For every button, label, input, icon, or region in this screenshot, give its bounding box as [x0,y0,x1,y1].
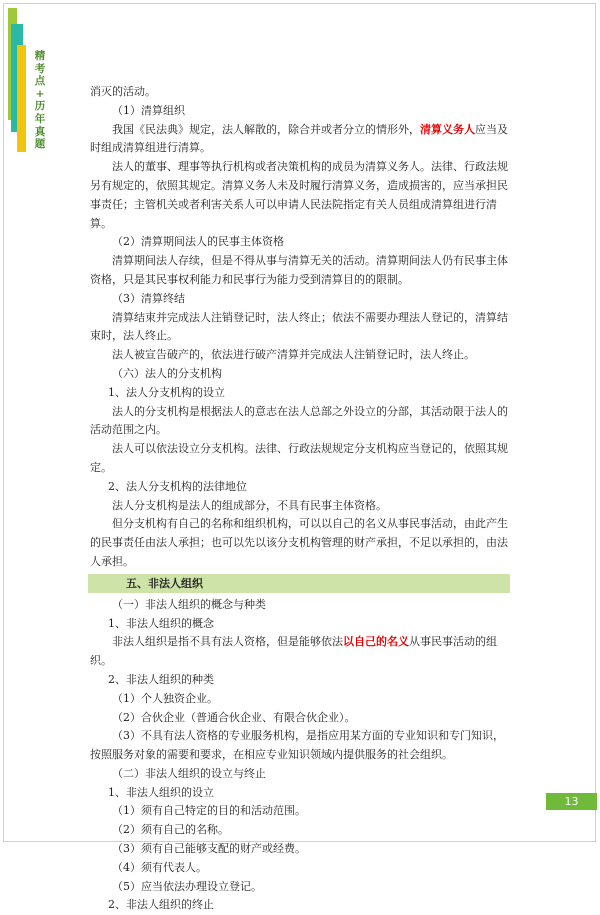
side-char: 点 [34,75,46,88]
highlight-text: 清算义务人 [420,122,475,136]
heading-setup: 1、非法人组织的设立 [108,785,214,799]
paragraph: 但分支机构有自己的名称和组织机构，可以以自己的名义从事民事活动，由此产生的民事责任由法人承担；也可以先以该分支机构管理的财产承担，不足以承担的，由法人承担。 [90,517,508,568]
side-char: 精 [34,50,46,62]
side-char: 历 [34,100,46,113]
list-item: （1）个人独资企业。 [112,691,218,705]
heading-types: 2、非法人组织的种类 [108,672,214,686]
list-item: （4）须有代表人。 [112,860,207,874]
text-run: 非法人组织是指不具有法人资格，但是能够依法 [112,635,343,649]
highlight-text: 以自己的名义 [343,635,409,649]
heading-setup-end: （二）非法人组织的设立与终止 [112,766,266,780]
text-run: 我国《民法典》规定，法人解散的，除合并或者分立的情形外， [112,122,420,136]
paragraph [90,121,510,159]
side-char: 年 [34,112,46,125]
paragraph: 清算结束并完成法人注销登记时，法人终止；依法不需要办理法人登记的，清算结束时，法人终止。 [90,310,508,343]
heading-clearing-period: （2）清算期间法人的民事主体资格 [112,235,284,249]
list-item: （5）应当依法办理设立登记。 [112,879,262,893]
side-label [33,50,47,151]
list-item: （2）须有自己的名称。 [112,823,229,837]
list-item: （3）不具有法人资格的专业服务机构，是指应用某方面的专业知识和专门知识，按照服务对象的需要和要求，在相应专业知识领域内提供服务的社会组织。 [90,729,504,762]
heading-branch-status: 2、法人分支机构的法律地位 [108,479,247,493]
text-run: 从事民事活动的组织。 [90,635,497,668]
list-item: （2）合伙企业（普通合伙企业、有限合伙企业）。 [112,710,356,724]
side-char: 题 [34,138,46,151]
heading-branch-setup: 1、法人分支机构的设立 [108,385,225,399]
decor-bar-yellow [17,45,26,152]
paragraph: 法人被宣告破产的，依法进行破产清算并完成法人注销登记时，法人终止。 [112,348,475,362]
section-header [88,574,510,593]
paragraph: 法人的分支机构是根据法人的意志在法人总部之外设立的分部，其活动限于法人的活动范围之内。 [90,404,508,437]
section-title: 五、非法人组织 [126,576,203,590]
side-char: 真 [34,125,46,138]
heading-branch: （六）法人的分支机构 [112,366,222,380]
heading-concept-types: （一）非法人组织的概念与种类 [112,597,266,611]
text-run: 应当及时组成清算组进行清算。 [90,122,508,155]
paragraph: 法人分支机构是法人的组成部分，不具有民事主体资格。 [112,498,387,512]
side-char: 考 [34,62,46,75]
heading-clearing-end: （3）清算终结 [112,291,185,305]
paragraph: 法人可以依法设立分支机构。法律、行政法规规定分支机构应当登记的，依照其规定。 [90,442,508,474]
heading-termination: 2、非法人组织的终止 [108,898,214,912]
paragraph: 法人的董事、理事等执行机构或者决策机构的成员为清算义务人。法律、行政法规另有规定的，依照其规定。清算义务人未及时履行清算义务，造成损害的，应当承担民事责任；主管机关或者利害关系人可以申请人民法院指定有关人员组成清算组进行清算。 [90,160,508,230]
paragraph: 消灭的活动。 [90,85,156,98]
side-char: + [35,87,45,100]
page-number: 13 [546,793,597,810]
page-content [90,83,510,915]
paragraph: 清算期间法人存续，但是不得从事与清算无关的活动。清算期间法人仍有民事主体资格，只是其民事权利能力和民事行为能力受到清算目的的限制。 [90,254,508,286]
heading-clearing-org: （1）清算组织 [112,103,185,117]
list-item: （3）须有自己能够支配的财产或经费。 [112,842,306,856]
paragraph [90,633,510,671]
list-item: （1）须有自己特定的目的和活动范围。 [112,804,306,818]
heading-concept: 1、非法人组织的概念 [108,616,214,630]
